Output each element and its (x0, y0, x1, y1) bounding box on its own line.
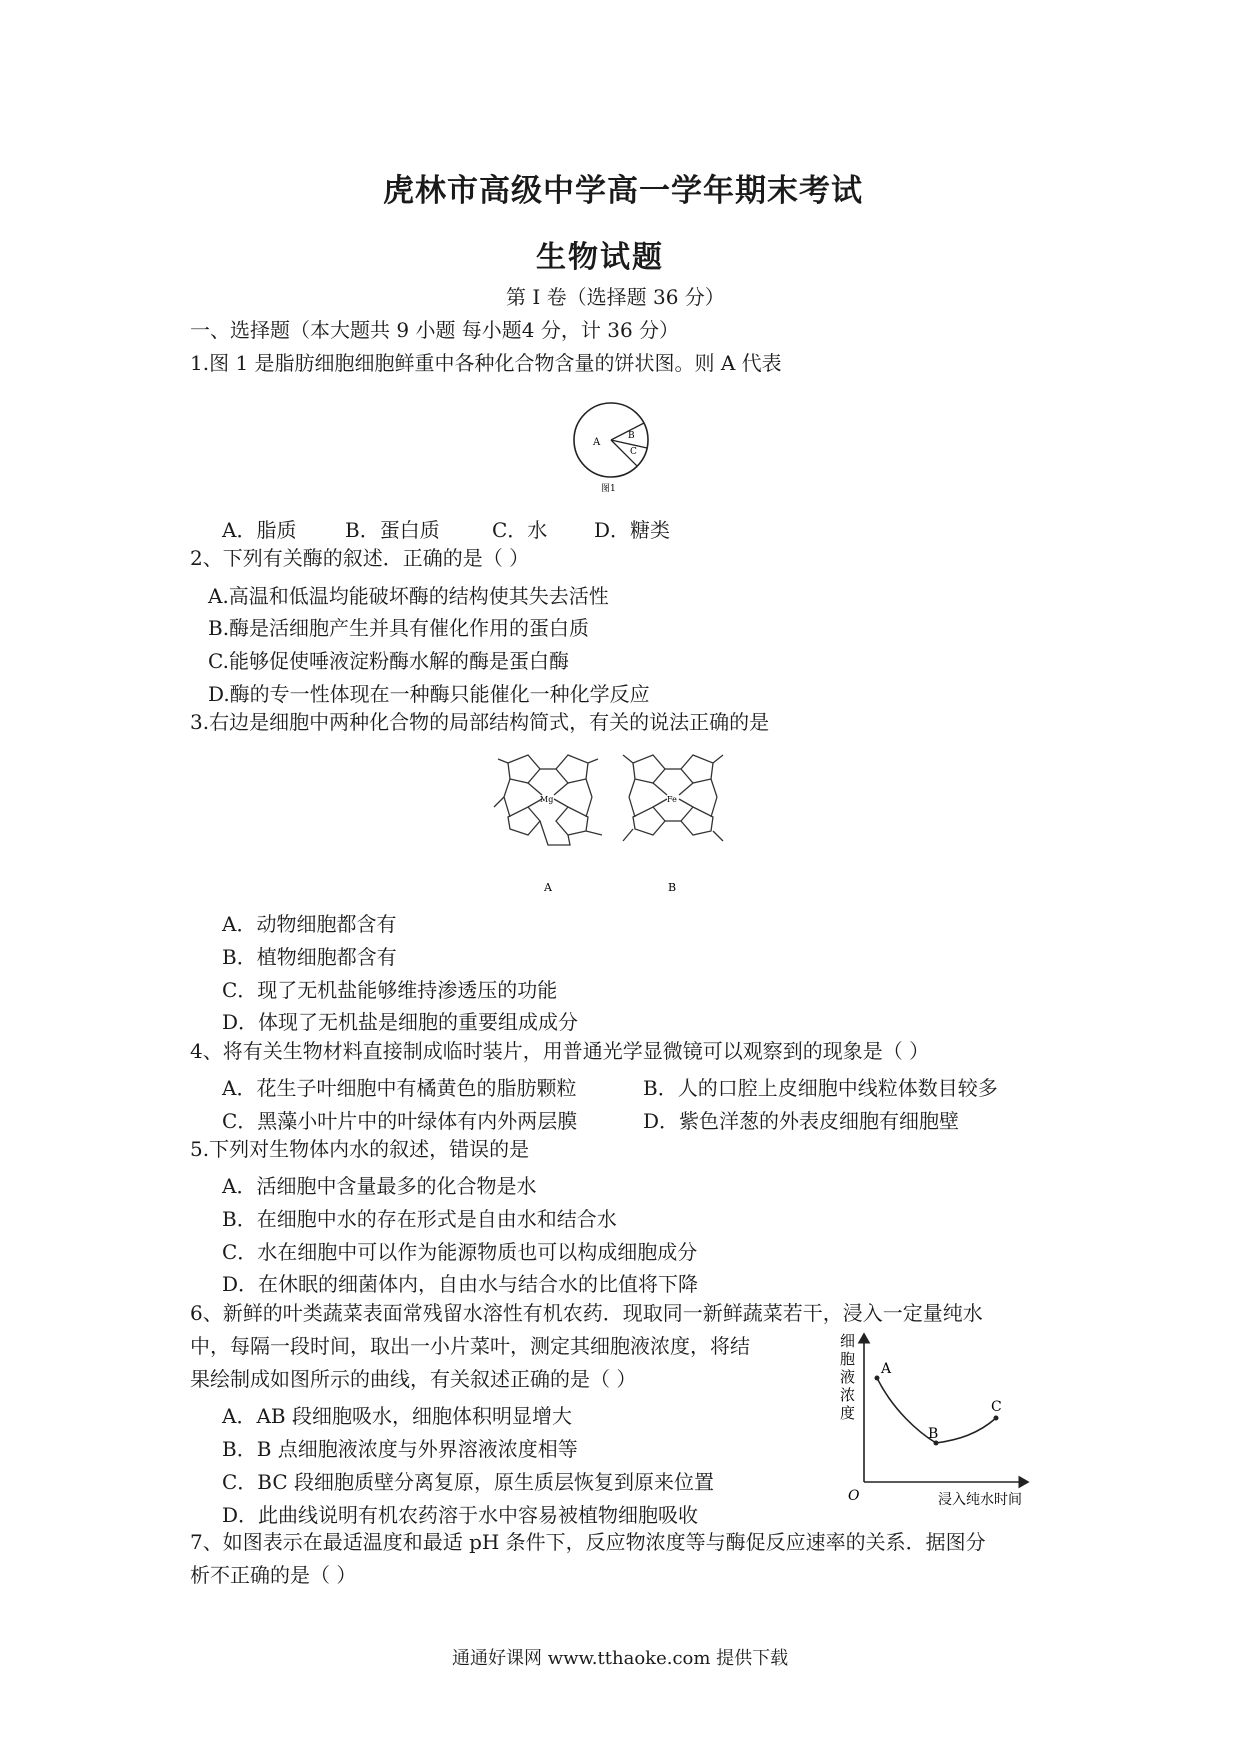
q3-option-a: A．动物细胞都含有 (222, 912, 397, 936)
point-label-c: C (991, 1399, 1002, 1415)
q1-option-d: D．糖类 (594, 518, 671, 542)
q2-stem: 2、下列有关酶的叙述．正确的是（ ） (190, 546, 530, 570)
x-axis-label: 浸入纯水时间 (938, 1492, 1022, 1508)
q1-stem: 1.图 1 是脂肪细胞细胞鲜重中各种化合物含量的饼状图。则 A 代表 (190, 351, 782, 375)
pie-divider-2 (611, 440, 647, 448)
q6-stem-line-2: 中，每隔一段时间，取出一小片菜叶，测定其细胞液浓度，将结 (190, 1334, 750, 1358)
q1-option-a: A．脂质 (222, 518, 297, 542)
q1-option-c: C．水 (492, 518, 548, 542)
y-axis-label-5: 度 (840, 1404, 856, 1422)
structure-label-a: A (544, 881, 552, 894)
q4-option-b: B．人的口腔上皮细胞中线粒体数目较多 (643, 1076, 998, 1100)
point-c (994, 1416, 999, 1421)
section-instructions: 一、选择题（本大题共 9 小题 每小题4 分，计 36 分） (190, 318, 680, 342)
pie-label-c: C (630, 447, 637, 457)
q2-option-a: A.高温和低温均能破坏酶的结构使其失去活性 (208, 584, 609, 608)
point-label-a: A (881, 1361, 892, 1377)
q4-option-c: C．黑藻小叶片中的叶绿体有内外两层膜 (222, 1109, 578, 1133)
structure-b-center: Fe (667, 795, 677, 804)
pie-caption: 图1 (601, 484, 616, 494)
exam-title: 虎林市高级中学高一学年期末考试 (383, 173, 863, 209)
q3-structure-figure (488, 745, 738, 895)
q6-stem-line-3: 果绘制成如图所示的曲线，有关叙述正确的是（ ） (190, 1367, 637, 1391)
q3-option-d: D．体现了无机盐是细胞的重要组成成分 (222, 1010, 579, 1034)
pie-label-b: B (628, 431, 635, 441)
q1-pie-figure (565, 398, 655, 494)
y-axis-label-4: 浓 (840, 1386, 856, 1404)
q2-option-c: C.能够促使唾液淀粉酶水解的酶是蛋白酶 (208, 649, 569, 673)
y-axis-label-3: 液 (840, 1368, 856, 1386)
q6-option-c: C．BC 段细胞质壁分离复原，原生质层恢复到原来位置 (222, 1470, 715, 1494)
structure-label-b: B (668, 881, 677, 894)
y-axis-label-2: 胞 (840, 1350, 856, 1368)
q6-option-a: A．AB 段细胞吸水，细胞体积明显增大 (222, 1404, 572, 1428)
q7-stem-line-1: 7、如图表示在最适温度和最适 pH 条件下，反应物浓度等与酶促反应速率的关系．据图分 (190, 1530, 986, 1554)
point-label-b: B (928, 1426, 939, 1442)
q6-stem-line-1: 6、新鲜的叶类蔬菜表面常残留水溶性有机农药．现取同一新鲜蔬菜若干，浸入一定量纯水 (190, 1301, 983, 1325)
q6-curve-figure (838, 1330, 1048, 1510)
q6-option-d: D．此曲线说明有机农药溶于水中容易被植物细胞吸收 (222, 1503, 699, 1527)
page-footer: 通通好课网 www.tthaoke.com 提供下载 (452, 1648, 789, 1669)
q3-option-b: B．植物细胞都含有 (222, 945, 397, 969)
q5-option-a: A．活细胞中含量最多的化合物是水 (222, 1174, 537, 1198)
structure-a-center: Mg (540, 795, 554, 804)
exam-subtitle: 生物试题 (536, 240, 664, 275)
q2-option-d: D.酶的专一性体现在一种酶只能催化一种化学反应 (208, 682, 650, 706)
q4-option-d: D．紫色洋葱的外表皮细胞有细胞壁 (643, 1109, 960, 1133)
q2-option-b: B.酶是活细胞产生并具有催化作用的蛋白质 (208, 616, 590, 640)
q5-option-d: D．在休眠的细菌体内，自由水与结合水的比值将下降 (222, 1272, 699, 1296)
y-axis-label-1: 细 (840, 1332, 856, 1350)
q5-option-b: B．在细胞中水的存在形式是自由水和结合水 (222, 1207, 617, 1231)
q4-stem: 4、将有关生物材料直接制成临时装片，用普通光学显微镜可以观察到的现象是（ ） (190, 1039, 930, 1063)
q3-option-c: C．现了无机盐能够维持渗透压的功能 (222, 978, 558, 1002)
q3-stem: 3.右边是细胞中两种化合物的局部结构简式，有关的说法正确的是 (190, 710, 770, 734)
pie-label-a: A (593, 437, 601, 448)
q5-option-c: C．水在细胞中可以作为能源物质也可以构成细胞成分 (222, 1240, 698, 1264)
section-heading: 第 I 卷（选择题 36 分） (506, 285, 725, 309)
q1-option-b: B．蛋白质 (345, 518, 440, 542)
q4-option-a: A．花生子叶细胞中有橘黄色的脂肪颗粒 (222, 1076, 577, 1100)
origin-label: O (848, 1488, 860, 1504)
q6-option-b: B．B 点细胞液浓度与外界溶液浓度相等 (222, 1437, 578, 1461)
q7-stem-line-2: 析不正确的是（ ） (190, 1563, 357, 1587)
q5-stem: 5.下列对生物体内水的叙述，错误的是 (190, 1137, 530, 1161)
point-a (875, 1376, 880, 1381)
